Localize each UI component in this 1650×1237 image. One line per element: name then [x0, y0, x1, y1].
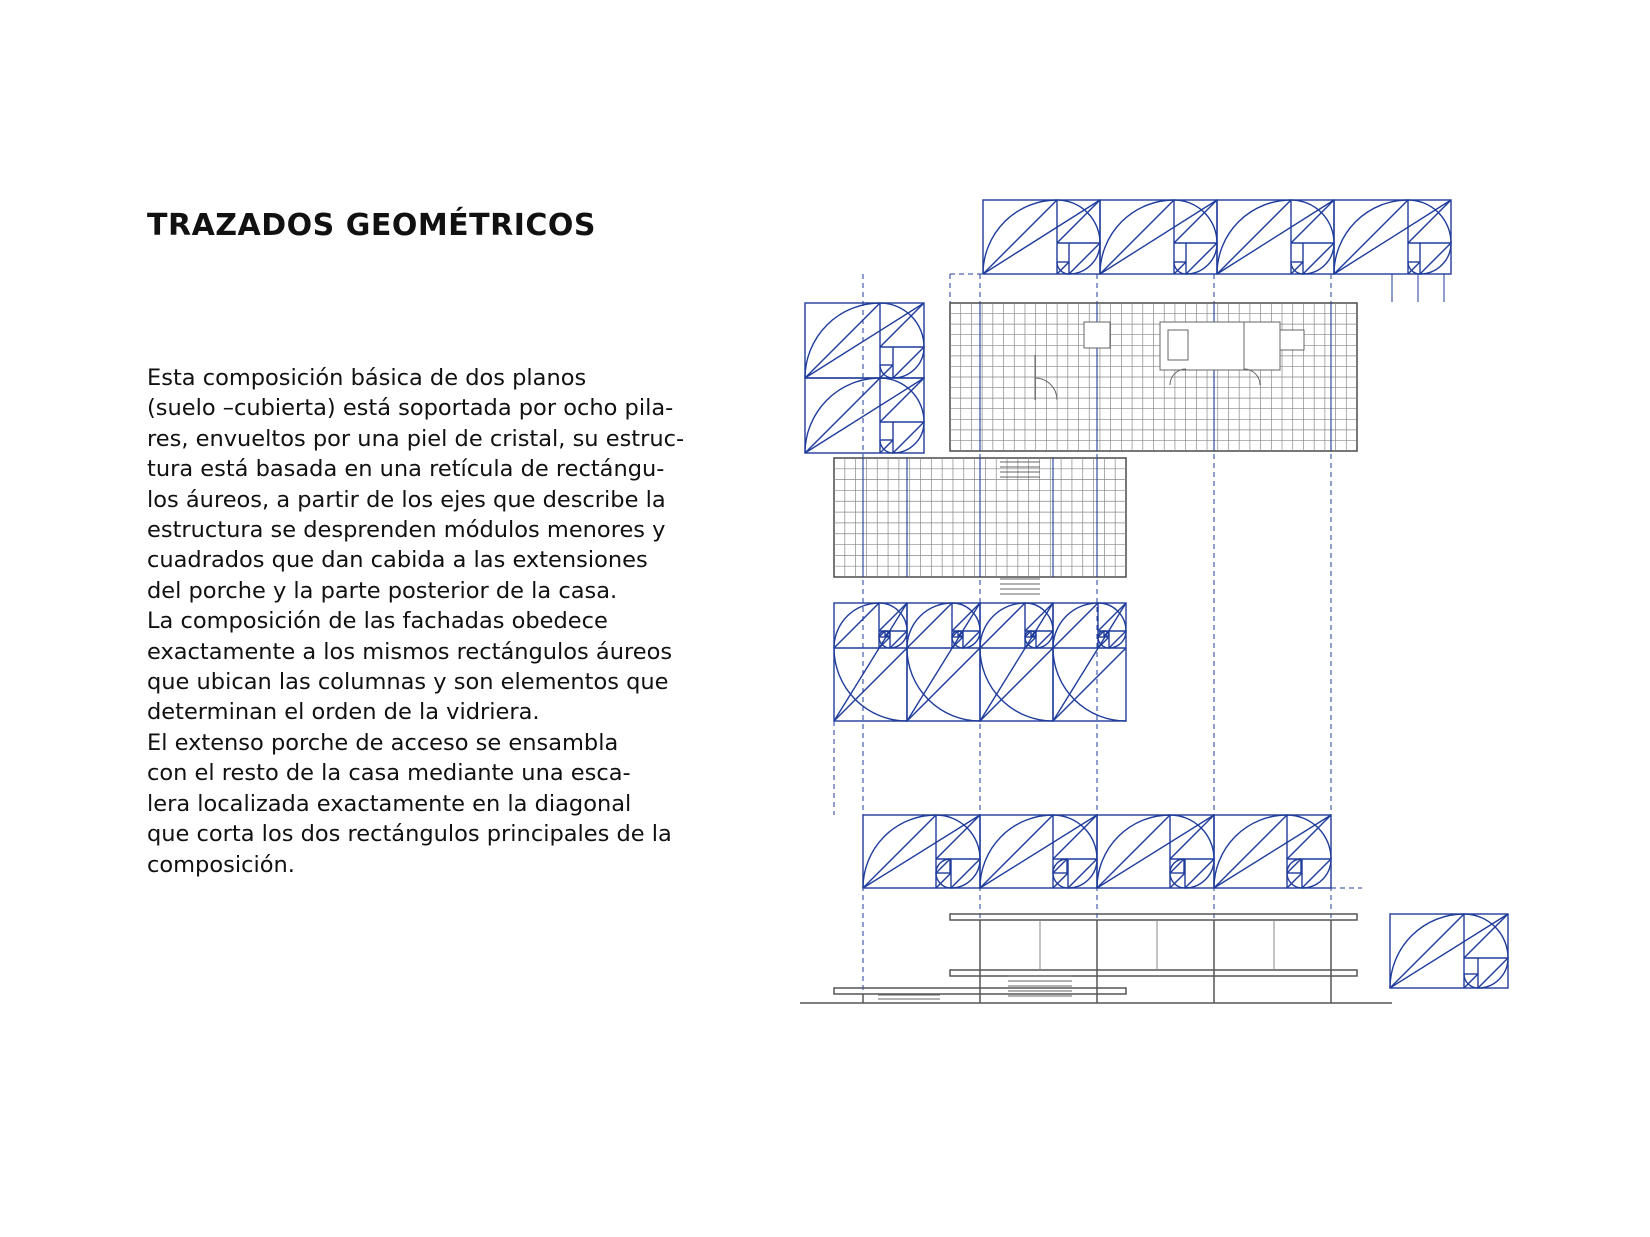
golden-diagonal [1287, 815, 1331, 859]
roof-slab [950, 914, 1357, 920]
golden-main-diagonal [834, 603, 907, 721]
text-line: del porche y la parte posterior de la casa. [147, 577, 618, 604]
golden-main-diagonal [1053, 603, 1126, 721]
golden-rectangle-modules [805, 200, 1508, 988]
text-line: lera localizada exactamente en la diagonal [147, 790, 632, 817]
golden-rectangle [805, 378, 924, 453]
golden-main-diagonal [1334, 200, 1451, 274]
kitchen-block [1168, 330, 1188, 360]
golden-rectangle [1053, 603, 1126, 721]
golden-diagonal [880, 303, 924, 347]
text-line: composición. [147, 851, 295, 878]
bathroom-block [1244, 322, 1280, 370]
door-swing [1035, 355, 1057, 400]
golden-rectangle [980, 603, 1053, 721]
golden-rectangle [980, 815, 1097, 888]
golden-diagonal [863, 815, 936, 888]
golden-diagonal [980, 603, 1025, 648]
text-line: exactamente a los mismos rectángulos áureos [147, 638, 673, 665]
golden-diagonal [1214, 815, 1287, 888]
golden-main-diagonal [805, 303, 924, 378]
text-line: cuadrados que dan cabida a las extensiones [147, 547, 648, 574]
page-title: TRAZADOS GEOMÉTRICOS [147, 208, 597, 243]
golden-diagonal [983, 200, 1057, 274]
text-line: con el resto de la casa mediante una esca- [147, 760, 631, 787]
golden-diagonal [907, 648, 980, 721]
golden-main-diagonal [1390, 914, 1508, 988]
golden-diagonal [1170, 815, 1214, 859]
porch-plan [834, 458, 1126, 594]
text-line: El extenso porche de acceso se ensambla [147, 729, 619, 756]
golden-rectangle [1214, 815, 1331, 888]
golden-main-diagonal [805, 378, 924, 453]
golden-diagonal [980, 815, 1053, 888]
text-line: que corta los dos rectángulos principales de la [147, 821, 672, 848]
golden-rectangle [1100, 200, 1217, 274]
golden-main-diagonal [983, 200, 1100, 274]
golden-diagonal [834, 603, 879, 648]
golden-diagonal [880, 378, 924, 422]
golden-diagonal [1097, 815, 1170, 888]
golden-diagonal [1053, 603, 1098, 648]
golden-diagonal [805, 378, 880, 453]
text-line: estructura se desprenden módulos menores y [147, 517, 666, 544]
house-plan [950, 303, 1357, 451]
storage-block [1280, 330, 1304, 350]
golden-main-diagonal [1100, 200, 1217, 274]
text-line: La composición de las fachadas obedece [147, 608, 608, 635]
table-symbol [1084, 322, 1110, 348]
golden-rectangle [1097, 815, 1214, 888]
golden-diagonal [936, 815, 980, 859]
text-line: (suelo –cubierta) está soportada por ocho pila- [147, 395, 674, 422]
golden-main-diagonal [907, 603, 980, 721]
golden-rectangle [834, 603, 907, 721]
golden-rectangle [983, 200, 1100, 274]
text-line: los áureos, a partir de los ejes que describe la [147, 486, 666, 513]
golden-diagonal [907, 603, 952, 648]
golden-rectangle [1390, 914, 1508, 988]
text-line: que ubican las columnas y son elementos que [147, 669, 669, 696]
golden-main-diagonal [1217, 200, 1334, 274]
golden-diagonal [1053, 648, 1126, 721]
golden-diagonal [980, 648, 1053, 721]
golden-rectangle [805, 303, 924, 378]
golden-rectangle [863, 815, 980, 888]
golden-diagonal [834, 648, 907, 721]
golden-diagonal [1217, 200, 1291, 274]
golden-diagonal [1334, 200, 1408, 274]
floor-slab [950, 970, 1357, 976]
golden-diagonal [805, 303, 880, 378]
text-line: Esta composición básica de dos planos [147, 365, 587, 391]
text-line: tura está basada en una retícula de rectángu- [147, 456, 665, 483]
golden-diagonal [1053, 815, 1097, 859]
golden-diagonal [1100, 200, 1174, 274]
golden-diagonal [1390, 914, 1464, 988]
golden-rectangle [907, 603, 980, 721]
golden-rectangle [1217, 200, 1334, 274]
golden-rectangle [1334, 200, 1451, 274]
golden-diagonal [1464, 914, 1508, 958]
text-line: res, envueltos por una piel de cristal, su estruc- [147, 425, 685, 452]
south-elevation [800, 914, 1392, 1003]
golden-main-diagonal [980, 603, 1053, 721]
text-line: determinan el orden de la vidriera. [147, 699, 540, 726]
